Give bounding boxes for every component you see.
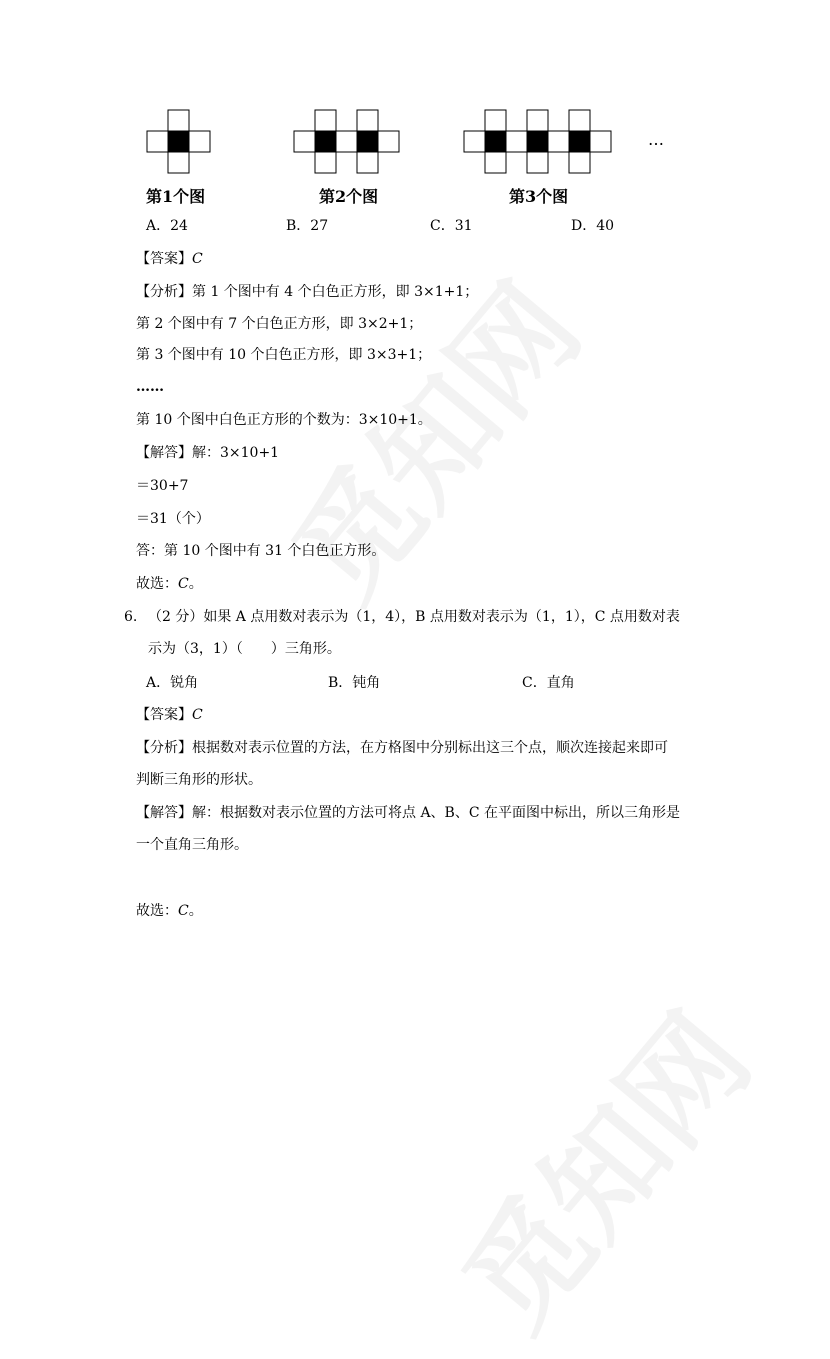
q6-option-c: C．直角 [522,675,575,691]
q6-answer-value: C [192,707,203,723]
fig3-white-square-right [506,131,527,152]
fig3-white-square-bottom [569,152,590,173]
analysis-label: 【分析】 [136,284,192,300]
solution-label: 【解答】 [136,445,192,461]
choose-line [136,574,203,594]
caption-figure-2: 第2个图 [319,187,379,206]
fig3-black-square [569,131,590,152]
solution-line-1 [136,443,279,463]
analysis-line-2: 第 2 个图中有 7 个白色正方形，即 3×2+1； [136,316,423,332]
q6-number: 6. [124,609,138,625]
q6-analysis-label: 【分析】 [136,740,192,756]
fig3-white-square-right [548,131,569,152]
q6-option-a: A．锐角 [146,675,199,691]
analysis-text: 第 1 个图中有 4 个白色正方形，即 3×1+1； [192,284,479,300]
option-c: C．31 [430,218,473,234]
answer [136,249,203,269]
pattern-figure [136,98,676,210]
fig2-white-square-top [357,110,378,131]
fig2-black-square [357,131,378,152]
option-a: A．24 [146,218,188,234]
analysis-line-1 [136,282,478,302]
fig3-white-square-bottom [527,152,548,173]
fig3-white-square-bottom [485,152,506,173]
q6-analysis-line-1 [136,738,668,758]
analysis-line-5: 第 10 个图中白色正方形的个数为：3×10+1。 [136,412,432,428]
answer-label: 【答案】 [136,251,192,267]
ellipsis: … [648,130,664,149]
q6-choose-value: C [178,903,189,919]
q6-text-line-1: （2 分）如果 A 点用数对表示为（1，4），B 点用数对表示为（1，1），C 点用数对表 [148,609,680,625]
q6-answer [136,705,203,725]
fig3-white-square-top [569,110,590,131]
watermark-bottom [418,973,781,1359]
fig2-white-square-top [315,110,336,131]
q6-analysis-text: 根据数对表示位置的方法，在方格图中分别标出这三个点，顺次连接起来即可 [192,740,668,756]
fig2-white-square-right [378,131,399,152]
solution-line-3: ＝31（个） [136,511,210,527]
q6-text-line-2: 示为（3，1）（ ）三角形。 [148,641,341,657]
solution-line-4: 答：第 10 个图中有 31 个白色正方形。 [136,543,386,559]
fig1-white-square-bottom [168,152,189,173]
fig3-white-square-top [485,110,506,131]
choose-suffix: 。 [188,576,203,592]
choose-value: C [178,576,189,592]
fig3-black-square [485,131,506,152]
analysis-line-3: 第 3 个图中有 10 个白色正方形，即 3×3+1； [136,347,432,363]
fig2-white-square-left [294,131,315,152]
fig2-white-square-bottom [357,152,378,173]
q6-solution-label: 【解答】 [136,805,192,821]
q6-solution-line-2: 一个直角三角形。 [136,837,248,853]
fig3-white-square-left [464,131,485,152]
solution-text: 解：3×10+1 [192,445,280,461]
q6-answer-label: 【答案】 [136,707,192,723]
solution-line-2: ＝30+7 [136,478,189,494]
fig2-black-square [315,131,336,152]
fig3-black-square [527,131,548,152]
fig1-black-square [168,131,189,152]
choose-prefix: 故选： [136,576,178,592]
fig1-white-square-left [147,131,168,152]
fig2-white-square-bottom [315,152,336,173]
pattern-svg [136,98,676,210]
fig3-white-square-top [527,110,548,131]
answer-value: C [192,251,203,267]
q6-option-b: B．钝角 [328,675,381,691]
fig1-white-square-top [168,110,189,131]
caption-figure-3: 第3个图 [509,187,569,206]
analysis-ellipsis: …… [136,379,164,395]
q6-choose-prefix: 故选： [136,903,178,919]
fig1-white-square-right [189,131,210,152]
q6-choose-suffix: 。 [188,903,203,919]
q6-choose-line [136,901,203,921]
q6-solution-text: 解：根据数对表示位置的方法可将点 A、B、C 在平面图中标出，所以三角形是 [192,805,681,821]
option-d: D．40 [571,218,615,234]
option-b: B．27 [286,218,329,234]
fig3-white-square-right [590,131,611,152]
caption-figure-1: 第1个图 [146,187,206,206]
fig2-white-square-right [336,131,357,152]
q6-solution-line-1 [136,803,680,823]
q6-analysis-line-2: 判断三角形的形状。 [136,772,262,788]
